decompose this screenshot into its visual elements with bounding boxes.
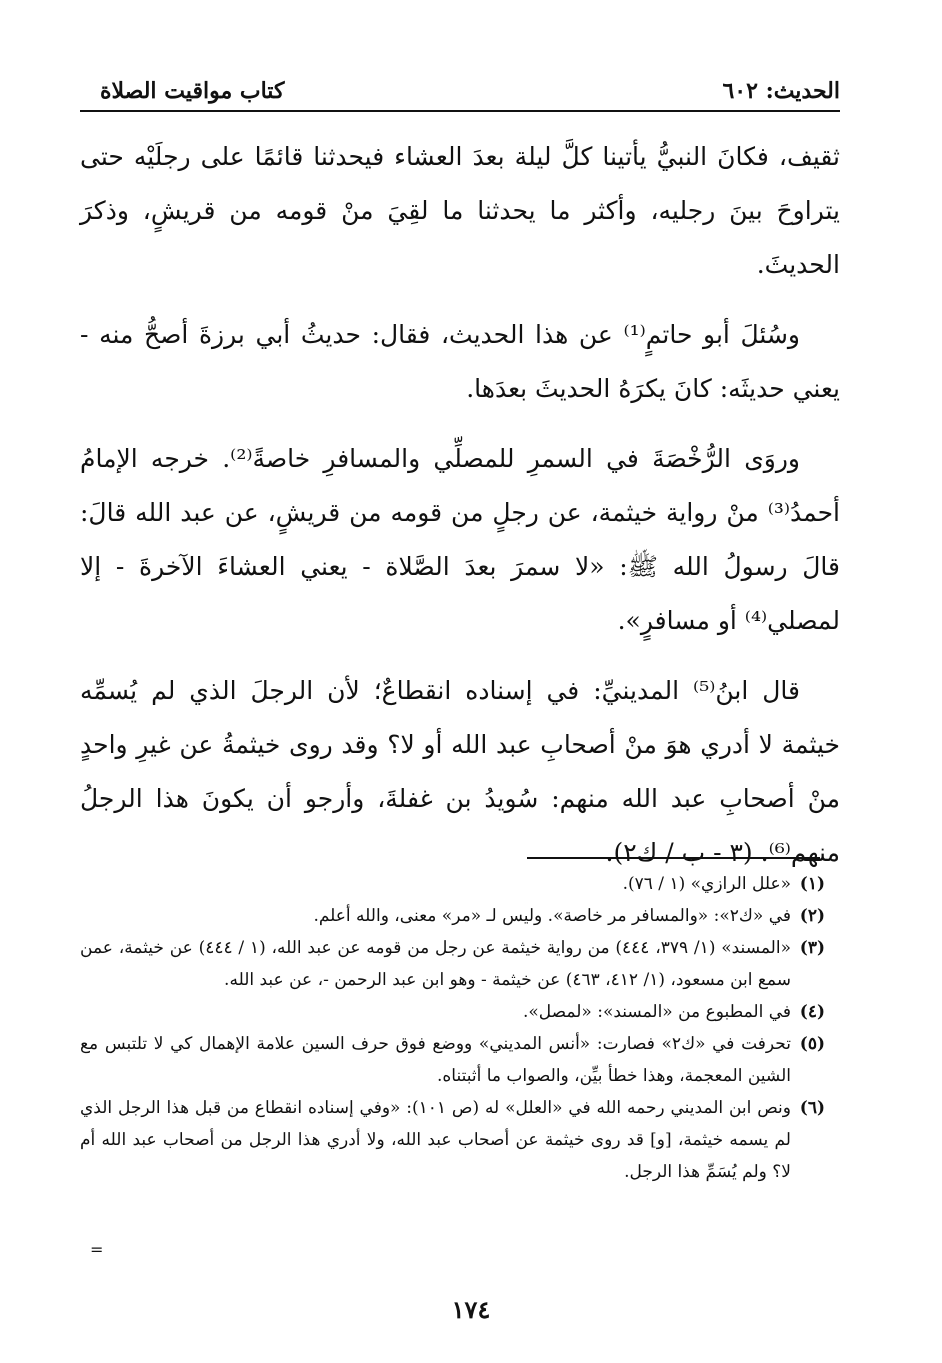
- footnote: [80, 1092, 825, 1188]
- footnote-number: (٤): [799, 1002, 825, 1022]
- footnote-line: تحرفت في «ك٢» فصارت: «أنس المديني» ووضع فوق حرف السين علامة الإهمال كي لا تلتبس مع الشين المعجمة، وهذا خطأ بيِّن، والصواب ما أثبتناه.: [80, 1034, 791, 1086]
- hadith-number: الحديث: ٦٠٢: [722, 78, 840, 104]
- footnote-number: (٢): [799, 906, 825, 926]
- paragraph: قال ابنُ⁽⁵⁾ المدينيِّ: في إسناده انقطاعٌ؛ لأن الرجلَ الذي لم يُسمِّه خيثمة لا أدري هوَ منْ أصحابِ عبد الله أو لا؟ وقد روى خيثمةُ عن غيرِ واحدٍ منْ أصحابِ عبد الله منهم: سُويدُ بن غفلةَ، وأرجو أن يكونَ هذا الرجلُ منهم⁽⁶⁾. (٣ - ب / ك٢).: [80, 676, 840, 867]
- footnote-text: [80, 1028, 791, 1092]
- footnotes: [80, 868, 825, 1188]
- footnote: [80, 1028, 825, 1092]
- footnote: [80, 868, 825, 900]
- footnote: [80, 900, 825, 932]
- footnote-separator: [527, 857, 820, 859]
- footnote-text: [80, 900, 791, 932]
- footnote-number: (٣): [799, 938, 825, 958]
- footnote-text: [80, 868, 791, 900]
- main-text: [80, 130, 840, 896]
- footnote: [80, 996, 825, 1028]
- footnote-text: [80, 932, 791, 996]
- book-title: كتاب مواقيت الصلاة: [100, 78, 285, 104]
- paragraph: ثقيف، فكانَ النبيُّ يأتينا كلَّ ليلة بعدَ العشاء فيحدثنا قائمًا على رجلَيْه حتى يتراوحَ بينَ رجليه، وأكثر ما يحدثنا ما لقِيَ منْ قومه من قريشٍ، وذكرَ الحديثَ.: [80, 142, 840, 279]
- paragraph: وسُئلَ أبو حاتمٍ⁽¹⁾ عن هذا الحديث، فقال: حديثُ أبي برزةَ أصحُّ منه - يعني حديثَه: كانَ يكرَهُ الحديثَ بعدَها.: [80, 320, 840, 403]
- footnote-line: «علل الرازي» (١ / ٧٦).: [622, 874, 791, 894]
- footnote-line: «المسند» (١/ ٣٧٩، ٤٤٤) من رواية خيثمة عن رجل من قومه عن عبد الله، (١ / ٤٤٤) عن خيثمة، عمن سمع ابن مسعود، (١/ ٤١٢، ٤٦٣) عن خيثمة - وهو ابن عبد الرحمن -، عن عبد الله.: [80, 938, 791, 990]
- continuation-mark: =: [90, 1240, 104, 1259]
- paragraph: وروَى الرُّخْصَةَ في السمرِ للمصلِّي والمسافرِ خاصةً⁽²⁾. خرجه الإمامُ أحمدُ⁽³⁾ منْ رواية خيثمة، عن رجلٍ من قومه من قريشٍ، عن عبد الله قالَ: قالَ رسولُ الله ﷺ: «لا سمرَ بعدَ الصَّلاة - يعني العشاءَ الآخرةَ - إلا لمصلي⁽⁴⁾ أو مسافرٍ».: [80, 444, 840, 635]
- footnote-line: ونص ابن المديني رحمه الله في «العلل» له (ص ١٠١): «وفي إسناده انقطاع من قبل هذا الرجل الذي لم يسمه خيثمة، [و] قد روى خيثمة عن أصحاب عبد الله، ولا أدري هذا الرجل من أصحاب عبد الله أم لا؟ ولم يُسَمِّ هذا الرجل.: [80, 1098, 791, 1182]
- footnote: [80, 932, 825, 996]
- page-number: ١٧٤: [451, 1295, 491, 1324]
- footnote-line: في «ك٢»: «والمسافر مر خاصة». وليس لـ «مر» معنى، والله أعلم.: [313, 906, 791, 926]
- footnote-number: (١): [799, 874, 825, 894]
- footnote-number: (٦): [799, 1098, 825, 1118]
- footnote-text: [80, 996, 791, 1028]
- footnote-number: (٥): [799, 1034, 825, 1054]
- running-header: [80, 72, 840, 112]
- footnote-text: [80, 1092, 791, 1188]
- footnote-line: في المطبوع من «المسند»: «لمصل».: [523, 1002, 791, 1022]
